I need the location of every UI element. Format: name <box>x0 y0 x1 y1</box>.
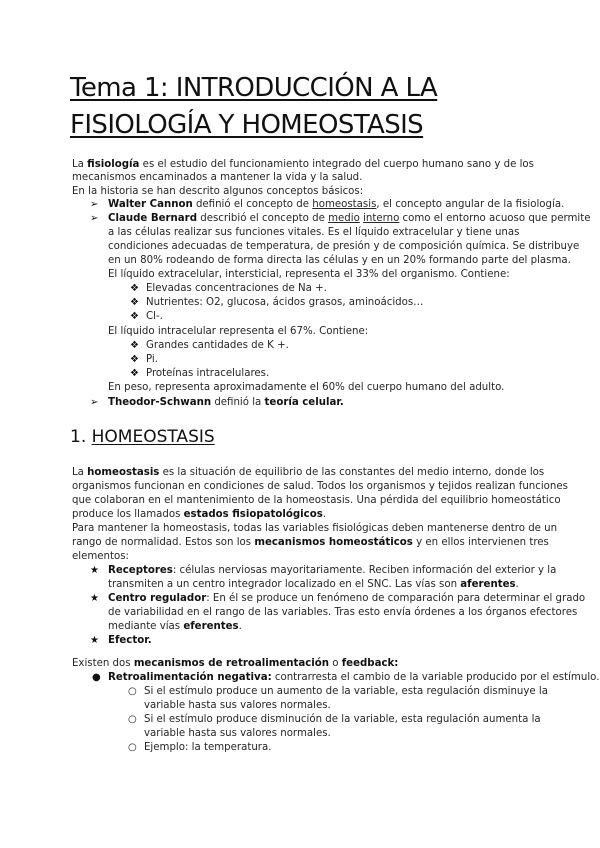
term-fisiologia: fisiología <box>87 159 140 170</box>
diamond-bullet-icon: ❖ <box>130 297 139 308</box>
element-receptores-cont: transmiten a un centro integrador localizado en el SNC. Las vías son aferentes. <box>108 579 519 590</box>
list-item-cont: variable hasta sus valores normales. <box>144 700 331 711</box>
element-centro: Centro regulador: En él se produce un fenómeno de comparación para determinar el grado <box>108 593 586 604</box>
element-centro-cont: mediante vías eferentes. <box>108 621 242 632</box>
list-item: Nutrientes: O2, glucosa, ácidos grasos, aminoácidos… <box>146 297 424 308</box>
intracellular-intro: El líquido intracelular representa el 67%. Contiene: <box>108 326 369 337</box>
circle-bullet-icon: ○ <box>128 742 137 753</box>
feedback-intro: Existen dos mecanismos de retroalimentación o feedback: <box>72 658 399 669</box>
list-item: Proteínas intracelulares. <box>146 368 270 379</box>
arrow-bullet-icon: ➢ <box>90 199 99 210</box>
link-interno: interno <box>363 213 400 224</box>
link-homeostasis: homeostasis <box>312 199 377 210</box>
homeo-line: produce los llamados estados fisiopatológicos. <box>72 509 327 520</box>
weight-line: En peso, representa aproximadamente el 60% del cuerpo humano del adulto. <box>108 382 505 393</box>
page-title <box>70 70 540 144</box>
list-item: Elevadas concentraciones de Na +. <box>146 283 327 294</box>
element-efector: Efector. <box>108 635 152 646</box>
star-bullet-icon: ★ <box>90 565 99 576</box>
diamond-bullet-icon: ❖ <box>130 283 139 294</box>
arrow-bullet-icon: ➢ <box>90 213 99 224</box>
title-line-1: Tema 1: INTRODUCCIÓN A LA <box>70 73 438 103</box>
star-bullet-icon: ★ <box>90 593 99 604</box>
homeo-line: que colaboran en el mantenimiento de la homeostasis. Una pérdida del equilibrio homeostático <box>72 495 561 506</box>
bernard-line: condiciones adecuadas de temperatura, de presión y de composición química. Se distribuye <box>108 241 580 252</box>
bullet-cannon: Walter Cannon definió el concepto de homeostasis, el concepto angular de la fisiología. <box>108 199 565 210</box>
arrow-bullet-icon: ➢ <box>90 397 99 408</box>
list-item: Si el estímulo produce un aumento de la variable, esta regulación disminuye la <box>144 686 548 697</box>
title-line-2: FISIOLOGÍA Y HOMEOSTASIS <box>70 110 424 140</box>
diamond-bullet-icon: ❖ <box>130 311 139 322</box>
list-item: Pi. <box>146 354 158 365</box>
diamond-bullet-icon: ❖ <box>130 354 139 365</box>
homeo-line: organismos funcionan en condiciones de salud. Todos los organismos y tejidos realizan funciones <box>72 481 568 492</box>
section-heading-homeostasis: 1. HOMEOSTASIS <box>70 427 215 447</box>
diamond-bullet-icon: ❖ <box>130 340 139 351</box>
bullet-bernard: Claude Bernard describió el concepto de medio interno como el entorno acuoso que permite <box>108 213 591 224</box>
link-medio: medio <box>328 213 360 224</box>
circle-bullet-icon: ○ <box>128 714 137 725</box>
star-bullet-icon: ★ <box>90 635 99 646</box>
list-item: Cl-. <box>146 311 163 322</box>
intro-paragraph-2: En la historia se han descrito algunos conceptos básicos: <box>72 186 364 197</box>
list-item: Si el estímulo produce disminución de la variable, esta regulación aumenta la <box>144 714 541 725</box>
list-item-cont: variable hasta sus valores normales. <box>144 728 331 739</box>
circle-bullet-icon: ○ <box>128 686 137 697</box>
homeo-line: Para mantener la homeostasis, todas las variables fisiológicas deben mantenerse dentro de un <box>72 523 558 534</box>
element-receptores: Receptores: células nerviosas mayoritariamente. Reciben información del exterior y la <box>108 565 557 576</box>
bullet-schwann: Theodor-Schwann definió la teoría celular. <box>108 397 344 408</box>
intro-paragraph-1b: mecanismos encaminados a mantener la vida y la salud. <box>72 172 363 183</box>
feedback-negative: Retroalimentación negativa: contrarresta el cambio de la variable producido por el estímulo. <box>108 672 600 683</box>
bernard-line: El líquido extracelular, intersticial, representa el 33% del organismo. Contiene: <box>108 269 510 280</box>
dot-bullet-icon: ● <box>92 672 101 683</box>
diamond-bullet-icon: ❖ <box>130 368 139 379</box>
homeo-line: rango de normalidad. Estos son los mecanismos homeostáticos y en ellos intervienen tres <box>72 537 549 548</box>
bernard-line: en un 80% rodeando de forma directa las células y en un 20% formando parte del plasma. <box>108 255 571 266</box>
homeo-line: La homeostasis es la situación de equilibrio de las constantes del medio interno, donde los <box>72 467 545 478</box>
bernard-line: a las células realizar sus funciones vitales. Es el líquido extracelular y tiene unas <box>108 227 520 238</box>
homeo-line: elementos: <box>72 551 129 562</box>
element-centro-cont: de variabilidad en el rango de las variables. Tras esto envía órdenes a los órganos efectores <box>108 607 578 618</box>
list-item: Ejemplo: la temperatura. <box>144 742 272 753</box>
intro-paragraph-1: La fisiología es el estudio del funcionamiento integrado del cuerpo humano sano y de los <box>72 159 534 170</box>
list-item: Grandes cantidades de K +. <box>146 340 289 351</box>
